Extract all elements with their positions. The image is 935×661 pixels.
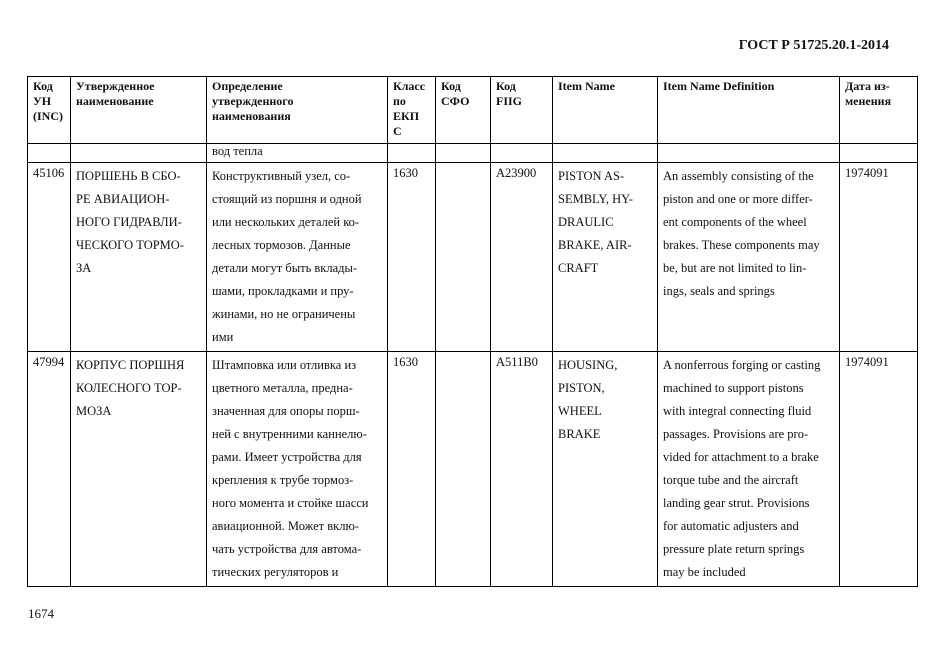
table-row-continuation [28,144,918,163]
class-cell: 1630 [388,352,436,587]
page-number: 1674 [28,606,54,621]
header-inc: Код УН (INC) [28,77,71,144]
fiig-cell: A23900 [491,163,553,352]
table-row [28,163,918,352]
fiig-cell: A511B0 [491,352,553,587]
item-name-cell: PISTON AS- SEMBLY, HY- DRAULIC BRAKE, AIR- CRAFT [553,163,658,352]
header-class: Класс по ЕКП С [388,77,436,144]
sfo-cell [436,352,491,587]
definition-continuation-cell: вод тепла [207,144,388,163]
table-row [28,352,918,587]
header-change-date: Дата из- менения [840,77,918,144]
header-approved-name: Утвержденное наименование [71,77,207,144]
change-date-cell: 1974091 [840,352,918,587]
table-header-row [28,77,918,144]
approved-name-cell: КОРПУС ПОРШНЯ КОЛЕСНОГО ТОР- МОЗА [71,352,207,587]
change-date-cell: 1974091 [840,163,918,352]
sfo-cell [436,163,491,352]
header-item-name-definition: Item Name Definition [658,77,840,144]
item-name-definition-cell: An assembly consisting of the piston and one or more differ- ent components of the wheel brakes. These components may be, but are not limited to lin- ings, seals and springs [658,163,840,352]
header-sfo: Код СФО [436,77,491,144]
item-name-definition-cell: A nonferrous forging or casting machined to support pistons with integral connecting fluid passages. Provisions are pro- vided for attachment to a brake torque tube and the aircraft landing gear strut. Provisions for automatic adjusters and pressure plate return springs may be included [658,352,840,587]
item-name-cell: HOUSING, PISTON, WHEEL BRAKE [553,352,658,587]
nomenclature-table [27,76,918,587]
class-cell: 1630 [388,163,436,352]
definition-cell: Конструктивный узел, со- стоящий из поршня и одной или нескольких деталей ко- лесных тормозов. Данные детали могут быть вклады- шами, прокладками и пру- жинами, но не ограничены ими [207,163,388,352]
document-code: ГОСТ Р 51725.20.1-2014 [738,38,889,53]
inc-cell: 45106 [28,163,71,352]
header-item-name: Item Name [553,77,658,144]
approved-name-cell: ПОРШЕНЬ В СБО- РЕ АВИАЦИОН- НОГО ГИДРАВЛИ- ЧЕСКОГО ТОРМО- ЗА [71,163,207,352]
inc-cell: 47994 [28,352,71,587]
definition-cell: Штамповка или отливка из цветного металла, предна- значенная для опоры порш- ней с внутренними каннелю- рами. Имеет устройства для крепления к трубе тормоз- ного момента и стойке шасси авиационной. Может вклю- чать устройства для автома- тических регуляторов и [207,352,388,587]
header-fiig: Код FIIG [491,77,553,144]
header-definition: Определение утвержденного наименования [207,77,388,144]
